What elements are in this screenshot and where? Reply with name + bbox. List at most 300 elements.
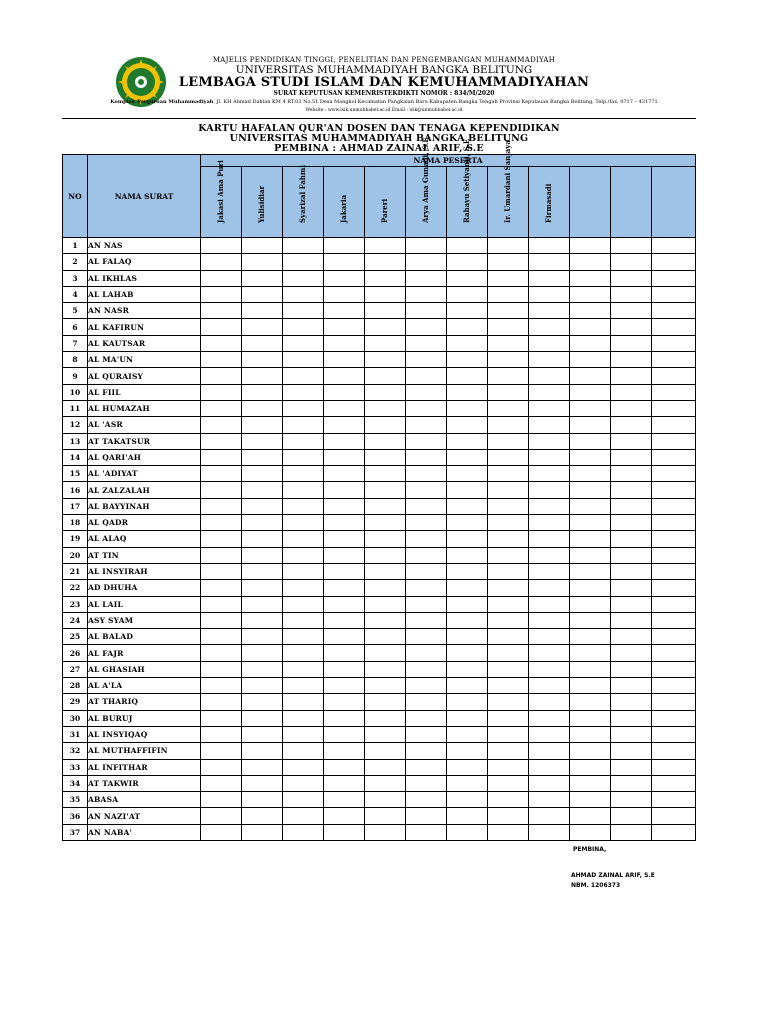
check-cell[interactable]: [488, 743, 529, 759]
check-cell[interactable]: [447, 743, 488, 759]
check-cell[interactable]: [283, 482, 324, 498]
check-cell[interactable]: [201, 531, 242, 547]
check-cell[interactable]: [242, 303, 283, 319]
check-cell[interactable]: [324, 515, 365, 531]
check-cell[interactable]: [570, 629, 611, 645]
check-cell[interactable]: [283, 596, 324, 612]
check-cell[interactable]: [529, 368, 570, 384]
check-cell[interactable]: [365, 678, 406, 694]
check-cell[interactable]: [365, 319, 406, 335]
check-cell[interactable]: [488, 466, 529, 482]
check-cell[interactable]: [201, 254, 242, 270]
check-cell[interactable]: [570, 661, 611, 677]
check-cell[interactable]: [324, 498, 365, 514]
check-cell[interactable]: [201, 596, 242, 612]
check-cell[interactable]: [611, 759, 652, 775]
check-cell[interactable]: [529, 629, 570, 645]
check-cell[interactable]: [611, 792, 652, 808]
check-cell[interactable]: [570, 498, 611, 514]
check-cell[interactable]: [242, 368, 283, 384]
check-cell[interactable]: [406, 775, 447, 791]
check-cell[interactable]: [242, 270, 283, 286]
check-cell[interactable]: [529, 449, 570, 465]
check-cell[interactable]: [283, 547, 324, 563]
check-cell[interactable]: [365, 270, 406, 286]
check-cell[interactable]: [365, 368, 406, 384]
check-cell[interactable]: [283, 563, 324, 579]
check-cell[interactable]: [652, 384, 696, 400]
check-cell[interactable]: [201, 515, 242, 531]
check-cell[interactable]: [283, 515, 324, 531]
check-cell[interactable]: [283, 710, 324, 726]
check-cell[interactable]: [283, 824, 324, 840]
check-cell[interactable]: [201, 775, 242, 791]
check-cell[interactable]: [365, 629, 406, 645]
check-cell[interactable]: [242, 498, 283, 514]
check-cell[interactable]: [488, 792, 529, 808]
check-cell[interactable]: [406, 254, 447, 270]
check-cell[interactable]: [406, 449, 447, 465]
check-cell[interactable]: [201, 792, 242, 808]
check-cell[interactable]: [488, 824, 529, 840]
check-cell[interactable]: [652, 678, 696, 694]
check-cell[interactable]: [611, 580, 652, 596]
check-cell[interactable]: [406, 759, 447, 775]
check-cell[interactable]: [611, 417, 652, 433]
check-cell[interactable]: [488, 303, 529, 319]
check-cell[interactable]: [652, 254, 696, 270]
check-cell[interactable]: [611, 743, 652, 759]
check-cell[interactable]: [570, 319, 611, 335]
check-cell[interactable]: [611, 335, 652, 351]
check-cell[interactable]: [242, 759, 283, 775]
check-cell[interactable]: [611, 466, 652, 482]
check-cell[interactable]: [447, 400, 488, 416]
check-cell[interactable]: [283, 759, 324, 775]
check-cell[interactable]: [365, 694, 406, 710]
check-cell[interactable]: [447, 417, 488, 433]
check-cell[interactable]: [570, 580, 611, 596]
check-cell[interactable]: [201, 238, 242, 254]
check-cell[interactable]: [324, 368, 365, 384]
check-cell[interactable]: [201, 629, 242, 645]
check-cell[interactable]: [529, 319, 570, 335]
check-cell[interactable]: [406, 726, 447, 742]
check-cell[interactable]: [242, 563, 283, 579]
check-cell[interactable]: [324, 743, 365, 759]
check-cell[interactable]: [570, 596, 611, 612]
check-cell[interactable]: [611, 661, 652, 677]
check-cell[interactable]: [652, 498, 696, 514]
check-cell[interactable]: [201, 808, 242, 824]
check-cell[interactable]: [406, 547, 447, 563]
check-cell[interactable]: [365, 400, 406, 416]
check-cell[interactable]: [611, 808, 652, 824]
check-cell[interactable]: [365, 498, 406, 514]
check-cell[interactable]: [242, 400, 283, 416]
check-cell[interactable]: [324, 547, 365, 563]
check-cell[interactable]: [365, 238, 406, 254]
check-cell[interactable]: [365, 254, 406, 270]
check-cell[interactable]: [201, 661, 242, 677]
check-cell[interactable]: [283, 449, 324, 465]
check-cell[interactable]: [242, 580, 283, 596]
check-cell[interactable]: [324, 466, 365, 482]
check-cell[interactable]: [652, 270, 696, 286]
check-cell[interactable]: [652, 547, 696, 563]
check-cell[interactable]: [324, 824, 365, 840]
check-cell[interactable]: [529, 808, 570, 824]
check-cell[interactable]: [652, 563, 696, 579]
check-cell[interactable]: [283, 808, 324, 824]
check-cell[interactable]: [529, 335, 570, 351]
check-cell[interactable]: [365, 303, 406, 319]
check-cell[interactable]: [242, 661, 283, 677]
check-cell[interactable]: [324, 238, 365, 254]
check-cell[interactable]: [611, 384, 652, 400]
check-cell[interactable]: [365, 531, 406, 547]
check-cell[interactable]: [611, 710, 652, 726]
check-cell[interactable]: [365, 547, 406, 563]
check-cell[interactable]: [365, 286, 406, 302]
check-cell[interactable]: [529, 286, 570, 302]
check-cell[interactable]: [242, 808, 283, 824]
check-cell[interactable]: [242, 775, 283, 791]
check-cell[interactable]: [201, 645, 242, 661]
check-cell[interactable]: [488, 710, 529, 726]
check-cell[interactable]: [488, 335, 529, 351]
check-cell[interactable]: [324, 596, 365, 612]
check-cell[interactable]: [529, 515, 570, 531]
check-cell[interactable]: [365, 384, 406, 400]
check-cell[interactable]: [652, 482, 696, 498]
check-cell[interactable]: [283, 384, 324, 400]
check-cell[interactable]: [201, 547, 242, 563]
check-cell[interactable]: [201, 335, 242, 351]
check-cell[interactable]: [447, 596, 488, 612]
check-cell[interactable]: [324, 254, 365, 270]
check-cell[interactable]: [447, 775, 488, 791]
check-cell[interactable]: [447, 792, 488, 808]
check-cell[interactable]: [570, 531, 611, 547]
check-cell[interactable]: [201, 400, 242, 416]
check-cell[interactable]: [406, 743, 447, 759]
check-cell[interactable]: [365, 612, 406, 628]
check-cell[interactable]: [242, 547, 283, 563]
check-cell[interactable]: [529, 678, 570, 694]
check-cell[interactable]: [529, 498, 570, 514]
check-cell[interactable]: [447, 645, 488, 661]
check-cell[interactable]: [652, 368, 696, 384]
check-cell[interactable]: [488, 368, 529, 384]
check-cell[interactable]: [201, 319, 242, 335]
check-cell[interactable]: [447, 254, 488, 270]
check-cell[interactable]: [488, 726, 529, 742]
check-cell[interactable]: [611, 270, 652, 286]
check-cell[interactable]: [201, 759, 242, 775]
check-cell[interactable]: [242, 694, 283, 710]
check-cell[interactable]: [324, 286, 365, 302]
check-cell[interactable]: [201, 384, 242, 400]
check-cell[interactable]: [652, 449, 696, 465]
check-cell[interactable]: [242, 824, 283, 840]
check-cell[interactable]: [324, 352, 365, 368]
check-cell[interactable]: [447, 238, 488, 254]
check-cell[interactable]: [283, 580, 324, 596]
check-cell[interactable]: [570, 449, 611, 465]
check-cell[interactable]: [488, 238, 529, 254]
check-cell[interactable]: [652, 466, 696, 482]
check-cell[interactable]: [406, 645, 447, 661]
check-cell[interactable]: [406, 563, 447, 579]
check-cell[interactable]: [324, 645, 365, 661]
check-cell[interactable]: [447, 759, 488, 775]
check-cell[interactable]: [406, 612, 447, 628]
check-cell[interactable]: [324, 417, 365, 433]
check-cell[interactable]: [529, 303, 570, 319]
check-cell[interactable]: [488, 400, 529, 416]
check-cell[interactable]: [611, 645, 652, 661]
check-cell[interactable]: [283, 352, 324, 368]
check-cell[interactable]: [529, 547, 570, 563]
check-cell[interactable]: [529, 531, 570, 547]
check-cell[interactable]: [365, 792, 406, 808]
check-cell[interactable]: [406, 335, 447, 351]
check-cell[interactable]: [447, 319, 488, 335]
check-cell[interactable]: [324, 759, 365, 775]
check-cell[interactable]: [570, 612, 611, 628]
check-cell[interactable]: [488, 808, 529, 824]
check-cell[interactable]: [529, 580, 570, 596]
check-cell[interactable]: [611, 824, 652, 840]
check-cell[interactable]: [365, 335, 406, 351]
check-cell[interactable]: [611, 482, 652, 498]
check-cell[interactable]: [570, 254, 611, 270]
check-cell[interactable]: [488, 629, 529, 645]
check-cell[interactable]: [283, 726, 324, 742]
check-cell[interactable]: [365, 775, 406, 791]
check-cell[interactable]: [611, 547, 652, 563]
check-cell[interactable]: [529, 661, 570, 677]
check-cell[interactable]: [324, 449, 365, 465]
check-cell[interactable]: [652, 743, 696, 759]
check-cell[interactable]: [652, 710, 696, 726]
check-cell[interactable]: [570, 466, 611, 482]
check-cell[interactable]: [652, 629, 696, 645]
check-cell[interactable]: [570, 775, 611, 791]
check-cell[interactable]: [201, 449, 242, 465]
check-cell[interactable]: [283, 612, 324, 628]
check-cell[interactable]: [611, 629, 652, 645]
check-cell[interactable]: [324, 400, 365, 416]
check-cell[interactable]: [365, 710, 406, 726]
check-cell[interactable]: [570, 547, 611, 563]
check-cell[interactable]: [570, 759, 611, 775]
check-cell[interactable]: [447, 498, 488, 514]
check-cell[interactable]: [242, 531, 283, 547]
check-cell[interactable]: [447, 612, 488, 628]
check-cell[interactable]: [488, 563, 529, 579]
check-cell[interactable]: [570, 238, 611, 254]
check-cell[interactable]: [652, 612, 696, 628]
check-cell[interactable]: [283, 368, 324, 384]
check-cell[interactable]: [201, 417, 242, 433]
check-cell[interactable]: [365, 515, 406, 531]
check-cell[interactable]: [406, 808, 447, 824]
check-cell[interactable]: [324, 726, 365, 742]
check-cell[interactable]: [488, 352, 529, 368]
check-cell[interactable]: [488, 694, 529, 710]
check-cell[interactable]: [570, 710, 611, 726]
check-cell[interactable]: [406, 498, 447, 514]
check-cell[interactable]: [406, 433, 447, 449]
check-cell[interactable]: [406, 824, 447, 840]
check-cell[interactable]: [570, 645, 611, 661]
check-cell[interactable]: [406, 596, 447, 612]
check-cell[interactable]: [447, 515, 488, 531]
check-cell[interactable]: [406, 466, 447, 482]
check-cell[interactable]: [324, 678, 365, 694]
check-cell[interactable]: [365, 580, 406, 596]
check-cell[interactable]: [652, 400, 696, 416]
check-cell[interactable]: [611, 433, 652, 449]
check-cell[interactable]: [488, 531, 529, 547]
check-cell[interactable]: [242, 792, 283, 808]
check-cell[interactable]: [324, 792, 365, 808]
check-cell[interactable]: [201, 303, 242, 319]
check-cell[interactable]: [529, 759, 570, 775]
check-cell[interactable]: [447, 710, 488, 726]
check-cell[interactable]: [324, 531, 365, 547]
check-cell[interactable]: [283, 792, 324, 808]
check-cell[interactable]: [406, 417, 447, 433]
check-cell[interactable]: [570, 270, 611, 286]
check-cell[interactable]: [406, 238, 447, 254]
check-cell[interactable]: [529, 743, 570, 759]
check-cell[interactable]: [529, 596, 570, 612]
check-cell[interactable]: [611, 319, 652, 335]
check-cell[interactable]: [611, 563, 652, 579]
check-cell[interactable]: [242, 286, 283, 302]
check-cell[interactable]: [201, 482, 242, 498]
check-cell[interactable]: [365, 759, 406, 775]
check-cell[interactable]: [611, 238, 652, 254]
check-cell[interactable]: [611, 694, 652, 710]
check-cell[interactable]: [242, 352, 283, 368]
check-cell[interactable]: [365, 482, 406, 498]
check-cell[interactable]: [283, 433, 324, 449]
check-cell[interactable]: [570, 368, 611, 384]
check-cell[interactable]: [283, 466, 324, 482]
check-cell[interactable]: [242, 726, 283, 742]
check-cell[interactable]: [324, 384, 365, 400]
check-cell[interactable]: [406, 531, 447, 547]
check-cell[interactable]: [611, 678, 652, 694]
check-cell[interactable]: [365, 563, 406, 579]
check-cell[interactable]: [324, 710, 365, 726]
check-cell[interactable]: [570, 824, 611, 840]
check-cell[interactable]: [570, 726, 611, 742]
check-cell[interactable]: [570, 792, 611, 808]
check-cell[interactable]: [488, 482, 529, 498]
check-cell[interactable]: [201, 433, 242, 449]
check-cell[interactable]: [611, 368, 652, 384]
check-cell[interactable]: [447, 384, 488, 400]
check-cell[interactable]: [488, 319, 529, 335]
check-cell[interactable]: [570, 303, 611, 319]
check-cell[interactable]: [488, 661, 529, 677]
check-cell[interactable]: [570, 400, 611, 416]
check-cell[interactable]: [570, 808, 611, 824]
check-cell[interactable]: [406, 319, 447, 335]
check-cell[interactable]: [447, 580, 488, 596]
check-cell[interactable]: [529, 417, 570, 433]
check-cell[interactable]: [324, 433, 365, 449]
check-cell[interactable]: [365, 433, 406, 449]
check-cell[interactable]: [488, 678, 529, 694]
check-cell[interactable]: [488, 775, 529, 791]
check-cell[interactable]: [652, 417, 696, 433]
check-cell[interactable]: [447, 661, 488, 677]
check-cell[interactable]: [488, 515, 529, 531]
check-cell[interactable]: [652, 726, 696, 742]
check-cell[interactable]: [447, 433, 488, 449]
check-cell[interactable]: [406, 694, 447, 710]
check-cell[interactable]: [652, 433, 696, 449]
check-cell[interactable]: [529, 433, 570, 449]
check-cell[interactable]: [201, 612, 242, 628]
check-cell[interactable]: [652, 645, 696, 661]
check-cell[interactable]: [242, 254, 283, 270]
check-cell[interactable]: [283, 335, 324, 351]
check-cell[interactable]: [652, 352, 696, 368]
check-cell[interactable]: [488, 417, 529, 433]
check-cell[interactable]: [488, 547, 529, 563]
check-cell[interactable]: [283, 303, 324, 319]
check-cell[interactable]: [652, 775, 696, 791]
check-cell[interactable]: [652, 759, 696, 775]
check-cell[interactable]: [529, 466, 570, 482]
check-cell[interactable]: [201, 498, 242, 514]
check-cell[interactable]: [529, 384, 570, 400]
check-cell[interactable]: [652, 808, 696, 824]
check-cell[interactable]: [365, 645, 406, 661]
check-cell[interactable]: [488, 645, 529, 661]
check-cell[interactable]: [570, 286, 611, 302]
check-cell[interactable]: [283, 629, 324, 645]
check-cell[interactable]: [652, 303, 696, 319]
check-cell[interactable]: [406, 629, 447, 645]
check-cell[interactable]: [652, 531, 696, 547]
check-cell[interactable]: [283, 417, 324, 433]
check-cell[interactable]: [242, 743, 283, 759]
check-cell[interactable]: [406, 303, 447, 319]
check-cell[interactable]: [283, 286, 324, 302]
check-cell[interactable]: [447, 726, 488, 742]
check-cell[interactable]: [242, 482, 283, 498]
check-cell[interactable]: [324, 482, 365, 498]
check-cell[interactable]: [529, 400, 570, 416]
check-cell[interactable]: [652, 792, 696, 808]
check-cell[interactable]: [283, 270, 324, 286]
check-cell[interactable]: [365, 726, 406, 742]
check-cell[interactable]: [242, 678, 283, 694]
check-cell[interactable]: [406, 286, 447, 302]
check-cell[interactable]: [242, 612, 283, 628]
check-cell[interactable]: [570, 743, 611, 759]
check-cell[interactable]: [529, 254, 570, 270]
check-cell[interactable]: [570, 563, 611, 579]
